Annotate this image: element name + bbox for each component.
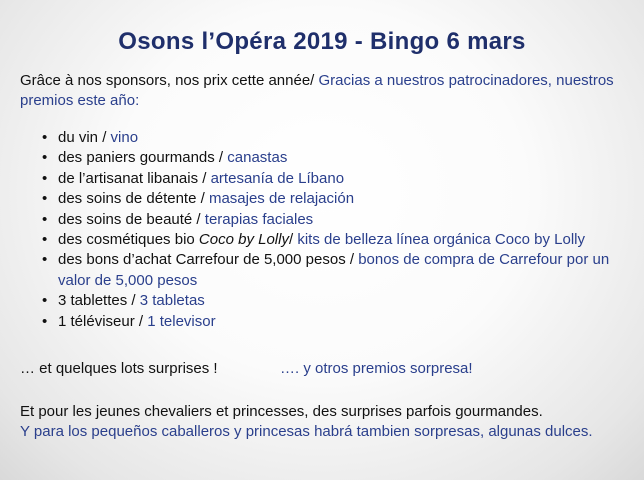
prize-fr: des paniers gourmands / [58,149,224,167]
surprise-fr: … et quelques lots surprises ! [20,360,218,377]
bullet-icon: • [42,231,48,249]
prize-es: bonos de compra de Carrefour por un valor de 5,000 pesos [58,251,610,289]
prize-item [42,250,632,291]
bullet-icon: • [42,312,48,330]
prize-list [42,128,632,332]
prize-item [42,230,632,250]
prize-item [42,169,632,189]
prize-es: terapias faciales [204,210,314,228]
prize-fr: 3 tablettes / [58,292,136,310]
prize-fr: du vin / [58,129,107,146]
prize-es: vino [110,129,139,146]
prize-item [42,128,632,148]
bullet-icon: • [42,129,48,146]
intro-fr: Grâce à nos sponsors, nos prix cette année/ [20,72,315,89]
closing-fr: Et pour les jeunes chevaliers et princesses, des surprises parfois gourmandes. [20,403,543,420]
prize-es: 1 televisor [147,312,216,330]
bullet-icon: • [42,190,48,208]
prize-item [42,210,632,230]
bullet-icon: • [42,292,48,310]
intro-text [20,71,624,111]
surprise-es: …. y otros premios sorpresa! [280,360,473,377]
intro-es: Gracias a nuestros patrocinadores, nuestros premios este año: [20,72,614,109]
bullet-icon: • [42,251,48,269]
prize-es: kits de belleza línea orgánica Coco by Lolly [297,231,585,249]
slide-title: Osons l’Opéra 2019 - Bingo 6 mars [118,28,526,55]
prize-es: canastas [227,149,288,167]
prize-fr-slash: / [288,231,294,249]
bullet-icon: • [42,169,48,187]
prize-fr: des soins de détente / [58,190,205,208]
closing-text [20,402,630,442]
surprise-line [20,359,624,379]
prize-fr: des soins de beauté / [58,210,201,228]
prize-item [42,189,632,209]
prize-item [42,148,632,168]
prize-es: 3 tabletas [139,292,205,310]
prize-fr: des bons d’achat Carrefour de 5,000 pesos / [58,251,355,269]
prize-fr: des cosmétiques bio [58,231,195,249]
prize-item [42,312,632,332]
bullet-icon: • [42,149,48,167]
prize-item [42,291,632,311]
closing-es: Y para los pequeños caballeros y princesas habrá tambien sorpresas, algunas dulces. [20,423,593,440]
prize-es: artesanía de Líbano [210,169,345,187]
prize-es: masajes de relajación [208,190,355,208]
bullet-icon: • [42,210,48,228]
prize-fr-brand: Coco by Lolly [198,231,289,249]
prize-fr: 1 téléviseur / [58,312,144,330]
prize-fr: de l’artisanat libanais / [58,169,207,187]
